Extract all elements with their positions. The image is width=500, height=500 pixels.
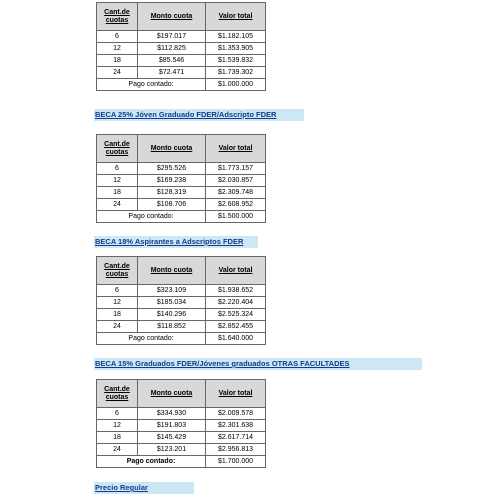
cell-cuotas: 18 <box>97 432 138 444</box>
pago-contado-row <box>97 79 266 91</box>
col-header-monto: Monto cuota <box>138 257 206 285</box>
pago-contado-value: $1.700.000 <box>206 456 266 468</box>
cell-monto: $185.034 <box>138 297 206 309</box>
section-title-beca-25: BECA 25% Jóven Graduado FDER/Adscripto FDER <box>94 109 304 121</box>
cell-valor: $1.539.832 <box>206 55 266 67</box>
cell-valor: $2.309.748 <box>206 187 266 199</box>
cell-monto: $145.429 <box>138 432 206 444</box>
table-row <box>97 43 266 55</box>
cell-valor: $2.608.952 <box>206 199 266 211</box>
pago-contado-label: Pago contado: <box>97 211 206 223</box>
cell-cuotas: 6 <box>97 163 138 175</box>
cell-monto: $123.201 <box>138 444 206 456</box>
table-row <box>97 297 266 309</box>
cell-cuotas: 18 <box>97 187 138 199</box>
pago-contado-label: Pago contado: <box>97 333 206 345</box>
pago-contado-value: $1.000.000 <box>206 79 266 91</box>
price-table-2 <box>96 134 266 223</box>
cell-monto: $140.296 <box>138 309 206 321</box>
col-header-cuotas: Cant.de cuotas <box>97 3 138 31</box>
cell-valor: $2.030.857 <box>206 175 266 187</box>
col-header-monto: Monto cuota <box>138 3 206 31</box>
table-row <box>97 31 266 43</box>
cell-monto: $85.546 <box>138 55 206 67</box>
table-row <box>97 187 266 199</box>
cell-cuotas: 18 <box>97 309 138 321</box>
cell-valor: $2.617.714 <box>206 432 266 444</box>
col-header-valor: Valor total <box>206 257 266 285</box>
price-table-3 <box>96 256 266 345</box>
pago-contado-row <box>97 333 266 345</box>
pago-contado-row <box>97 211 266 223</box>
section-title-precio-regular: Precio Regular <box>94 482 194 494</box>
cell-monto: $197.017 <box>138 31 206 43</box>
cell-valor: $1.773.157 <box>206 163 266 175</box>
cell-valor: $1.353.905 <box>206 43 266 55</box>
cell-cuotas: 12 <box>97 175 138 187</box>
table-row <box>97 55 266 67</box>
table-row <box>97 199 266 211</box>
table-row <box>97 432 266 444</box>
col-header-cuotas: Cant.de cuotas <box>97 380 138 408</box>
cell-monto: $108.706 <box>138 199 206 211</box>
pago-contado-value: $1.500.000 <box>206 211 266 223</box>
cell-valor: $2.525.324 <box>206 309 266 321</box>
table-row <box>97 420 266 432</box>
table-row <box>97 408 266 420</box>
col-header-monto: Monto cuota <box>138 135 206 163</box>
table-row <box>97 175 266 187</box>
cell-cuotas: 12 <box>97 420 138 432</box>
cell-cuotas: 24 <box>97 67 138 79</box>
cell-monto: $191.803 <box>138 420 206 432</box>
price-table-4 <box>96 379 266 468</box>
cell-valor: $2.009.578 <box>206 408 266 420</box>
cell-monto: $112.825 <box>138 43 206 55</box>
cell-monto: $128.319 <box>138 187 206 199</box>
pago-contado-label: Pago contado: <box>97 79 206 91</box>
col-header-valor: Valor total <box>206 3 266 31</box>
pago-contado-row <box>97 456 266 468</box>
pago-contado-label: Pago contado: <box>97 456 206 468</box>
cell-valor: $1.938.652 <box>206 285 266 297</box>
cell-valor: $2.301.638 <box>206 420 266 432</box>
cell-cuotas: 24 <box>97 199 138 211</box>
table-row <box>97 444 266 456</box>
cell-valor: $1.739.302 <box>206 67 266 79</box>
cell-valor: $2.220.404 <box>206 297 266 309</box>
price-table-1 <box>96 2 266 91</box>
cell-monto: $72.471 <box>138 67 206 79</box>
cell-cuotas: 6 <box>97 285 138 297</box>
pago-contado-value: $1.640.000 <box>206 333 266 345</box>
cell-cuotas: 24 <box>97 444 138 456</box>
cell-cuotas: 6 <box>97 408 138 420</box>
section-title-beca-18: BECA 18% Aspirantes a Adscriptos FDER <box>94 236 258 248</box>
table-row <box>97 321 266 333</box>
cell-cuotas: 12 <box>97 43 138 55</box>
cell-cuotas: 18 <box>97 55 138 67</box>
table-row <box>97 163 266 175</box>
cell-monto: $295.526 <box>138 163 206 175</box>
cell-monto: $118.852 <box>138 321 206 333</box>
cell-valor: $2.852.455 <box>206 321 266 333</box>
cell-monto: $323.109 <box>138 285 206 297</box>
table-row <box>97 67 266 79</box>
col-header-monto: Monto cuota <box>138 380 206 408</box>
cell-cuotas: 24 <box>97 321 138 333</box>
cell-monto: $334.930 <box>138 408 206 420</box>
cell-cuotas: 6 <box>97 31 138 43</box>
cell-valor: $1.182.105 <box>206 31 266 43</box>
col-header-cuotas: Cant.de cuotas <box>97 135 138 163</box>
cell-monto: $169.238 <box>138 175 206 187</box>
col-header-valor: Valor total <box>206 135 266 163</box>
cell-valor: $2.956.813 <box>206 444 266 456</box>
col-header-valor: Valor total <box>206 380 266 408</box>
section-title-beca-15: BECA 15% Graduados FDER/Jóvenes graduados OTRAS FACULTADES <box>94 358 422 370</box>
cell-cuotas: 12 <box>97 297 138 309</box>
table-row <box>97 309 266 321</box>
table-row <box>97 285 266 297</box>
col-header-cuotas: Cant.de cuotas <box>97 257 138 285</box>
